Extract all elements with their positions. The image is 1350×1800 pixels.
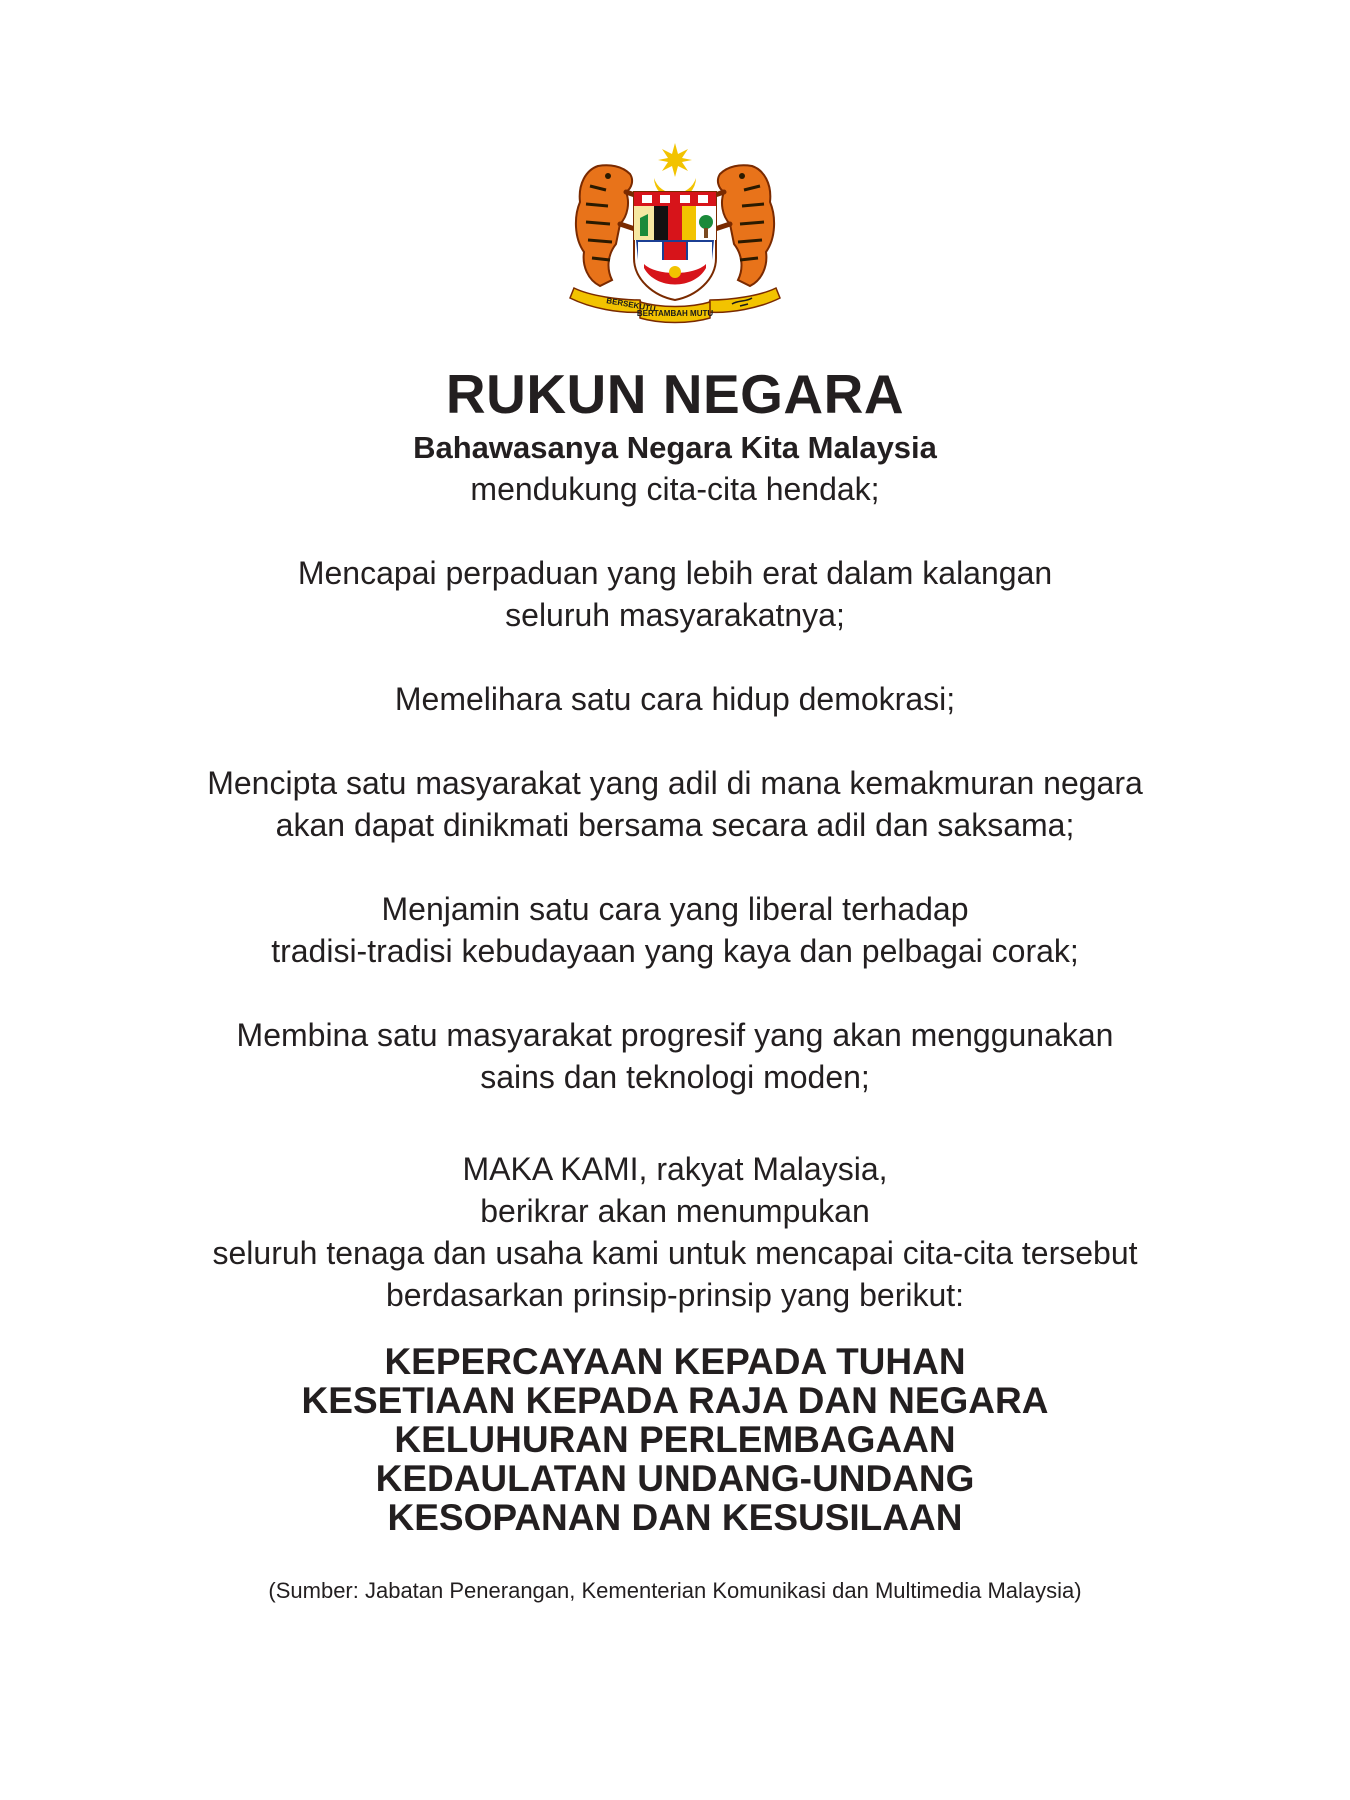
aim-line: Membina satu masyarakat progresif yang akan menggunakan [236, 1017, 1114, 1053]
aim-line: Memelihara satu cara hidup demokrasi; [394, 681, 956, 717]
principle-item: KEDAULATAN UNDANG-UNDANG [375, 1458, 975, 1499]
aim-line: sains dan teknologi moden; [480, 1059, 870, 1095]
aim-line: akan dapat dinikmati bersama secara adil dan saksama; [275, 807, 1075, 843]
coat-of-arms-emblem [560, 140, 790, 325]
motto-left-text: BERSEKUTU [605, 296, 657, 314]
aim-paragraph [0, 888, 1350, 972]
principle-item: KESETIAAN KEPADA RAJA DAN NEGARA [301, 1380, 1049, 1421]
subtitle: Bahawasanya Negara Kita Malaysia [413, 430, 937, 465]
page-title: RUKUN NEGARA [445, 363, 905, 425]
aim-line: Menjamin satu cara yang liberal terhadap [381, 891, 969, 927]
principle-item: KEPERCAYAAN KEPADA TUHAN [384, 1341, 966, 1382]
aim-line: Mencapai perpaduan yang lebih erat dalam kalangan [297, 555, 1053, 591]
pledge-line: berdasarkan prinsip-prinsip yang berikut: [385, 1277, 965, 1313]
pledge-paragraph [0, 1148, 1350, 1316]
pledge-line: berikrar akan menumpukan [480, 1193, 870, 1229]
aim-line: tradisi-tradisi kebudayaan yang kaya dan pelbagai corak; [271, 933, 1079, 969]
aim-line: seluruh masyarakatnya; [505, 597, 845, 633]
source-citation: (Sumber: Jabatan Penerangan, Kementerian Komunikasi dan Multimedia Malaysia) [268, 1578, 1082, 1603]
aim-paragraph [0, 762, 1350, 846]
principles-list [0, 1342, 1350, 1537]
aims-list [0, 552, 1350, 1140]
motto-bottom-text: BERTAMBAH MUTU [636, 309, 714, 318]
aim-paragraph [0, 552, 1350, 636]
aim-line: Mencipta satu masyarakat yang adil di mana kemakmuran negara [207, 765, 1143, 801]
principle-item: KESOPANAN DAN KESUSILAAN [387, 1497, 963, 1538]
coat-of-arms-graphic [560, 140, 790, 325]
aim-paragraph [0, 1014, 1350, 1098]
federal-star-icon [658, 143, 692, 177]
principle-item: KELUHURAN PERLEMBAGAAN [394, 1419, 956, 1460]
aim-paragraph [0, 678, 1350, 720]
pledge-line: MAKA KAMI, rakyat Malaysia, [462, 1151, 888, 1187]
intro-line: mendukung cita-cita hendak; [470, 471, 880, 507]
shield-icon [634, 192, 716, 300]
pledge-line: seluruh tenaga dan usaha kami untuk mencapai cita-cita tersebut [212, 1235, 1138, 1271]
